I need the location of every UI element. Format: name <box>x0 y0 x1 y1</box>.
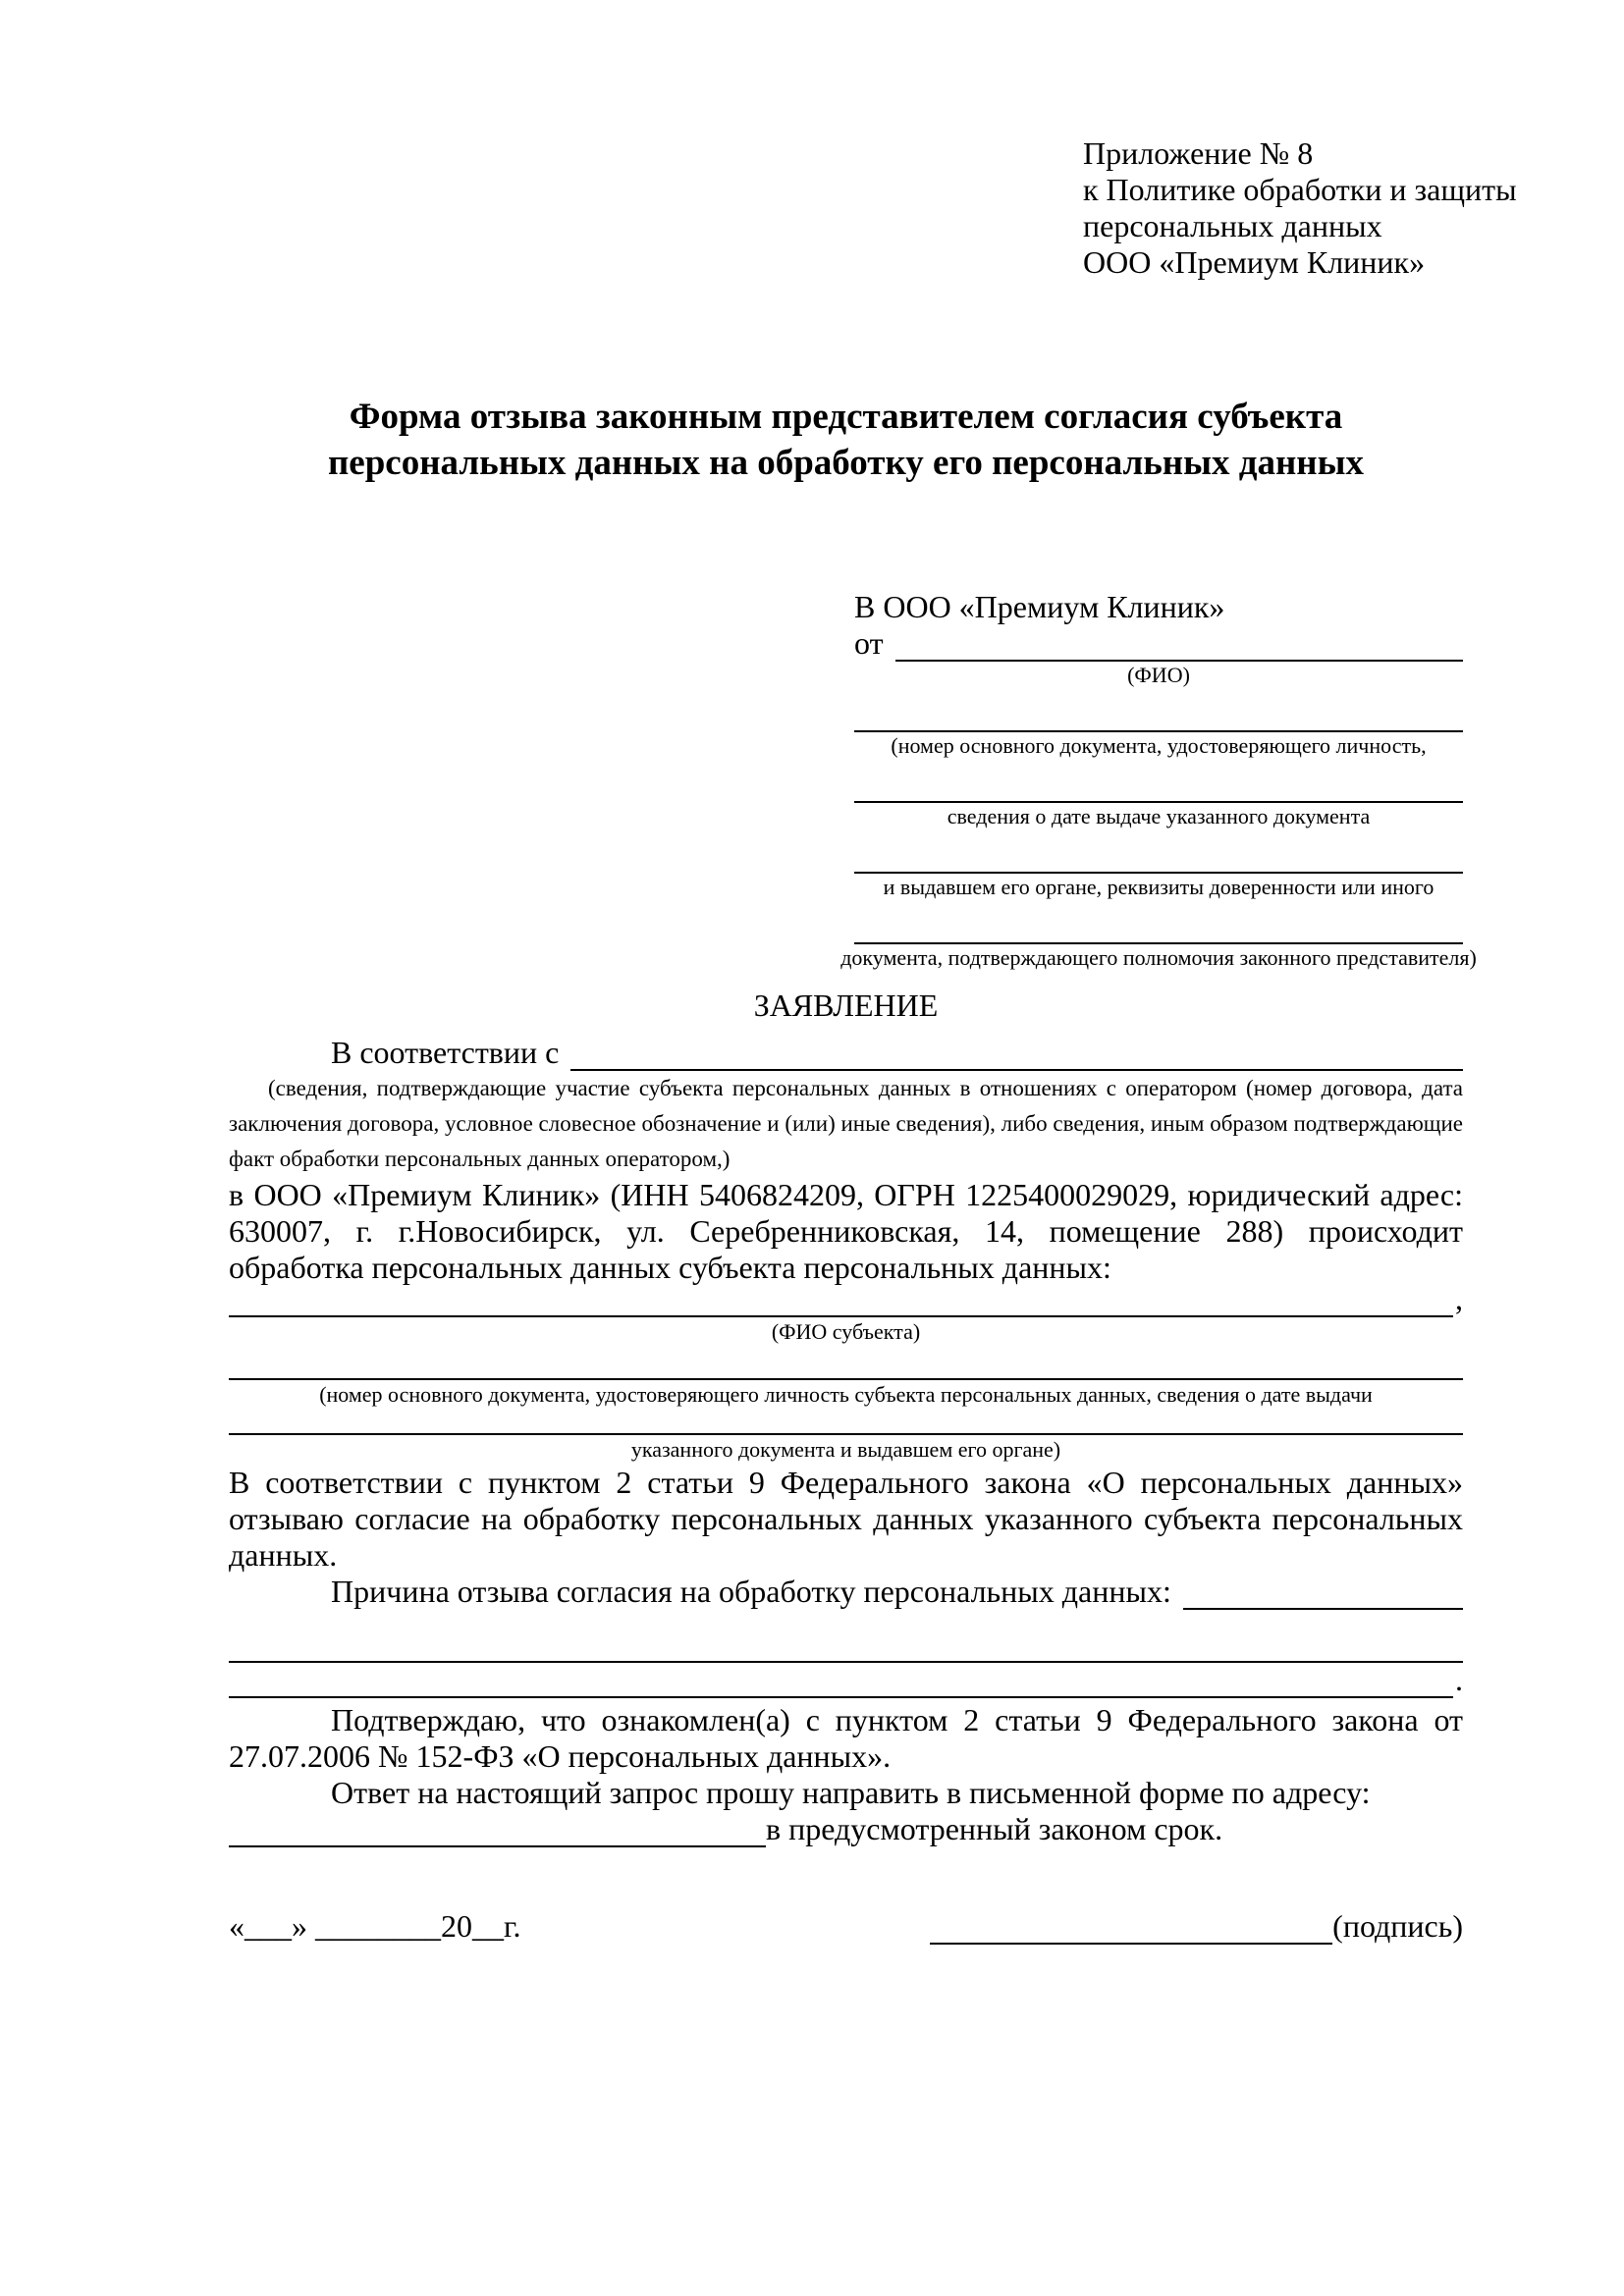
date-line: «___» ________20__г. <box>229 1908 521 1944</box>
footer-row <box>229 1908 1463 1945</box>
reply-address-write-line <box>229 1845 766 1847</box>
subject-doc-caption-2: указанного документа и выдавшем его органе) <box>630 1437 1061 1462</box>
appendix-line-4: ООО «Премиум Клиник» <box>1083 244 1426 280</box>
blank-write-line-2 <box>229 1663 1463 1698</box>
doc-caption-1: (номер основного документа, удостоверяющего личность, <box>891 733 1427 758</box>
blank-write-line-1 <box>229 1628 1463 1663</box>
appendix-block <box>1083 135 1517 281</box>
reason-row <box>229 1574 1463 1610</box>
appendix-line-3: персональных данных <box>1083 208 1382 243</box>
addressee-to: В ООО «Премиум Клиник» <box>854 589 1225 624</box>
subject-fio-row <box>229 1281 1463 1317</box>
doc-field-group <box>854 760 1463 830</box>
document-title-line-1: Форма отзыва законным представителем согласия субъекта <box>349 397 1343 437</box>
doc-caption-2: сведения о дате выдаче указанного документа <box>947 804 1371 828</box>
withdraw-paragraph: В соответствии с пунктом 2 статьи 9 Федерального закона «О персональных данных» отзываю согласие на обработку персональных данных указанного субъекта персональных данных. <box>229 1465 1463 1573</box>
doc-write-line-2 <box>854 760 1463 803</box>
from-label: от <box>854 625 884 661</box>
reply-address-row <box>229 1811 1463 1847</box>
reply-paragraph: Ответ на настоящий запрос прошу направить в письменной форме по адресу: <box>331 1775 1371 1810</box>
appendix-line-1: Приложение № 8 <box>1083 135 1314 171</box>
subject-fio-caption: (ФИО субъекта) <box>771 1319 921 1344</box>
fio-caption: (ФИО) <box>1127 663 1190 687</box>
intro-note: (сведения, подтверждающие участие субъекта персональных данных в отношениях с оператором (номер договора, дата заключения договора, условное словесное обозначение и (или) иные сведения), либо сведения, иным образом подтверждающие факт обработки персональных данных оператором,) <box>229 1076 1463 1171</box>
blank-line-2 <box>229 1696 1453 1698</box>
doc-write-line-1 <box>854 689 1463 732</box>
document-title <box>229 394 1463 486</box>
signature-write-line <box>930 1943 1332 1945</box>
from-row <box>854 625 1463 662</box>
subject-doc-write-line-2 <box>229 1410 1463 1435</box>
doc-field-group <box>840 901 1477 972</box>
subject-doc-caption-1: (номер основного документа, удостоверяющего личность субъекта персональных данных, сведения о дате выдачи <box>319 1382 1373 1407</box>
appendix-line-2: к Политике обработки и защиты <box>1083 172 1517 207</box>
doc-caption-4: документа, подтверждающего полномочия законного представителя) <box>840 945 1477 970</box>
doc-field-group <box>854 689 1463 760</box>
signature-block <box>930 1908 1463 1945</box>
trailing-period: . <box>1455 1662 1463 1697</box>
reply-tail: в предусмотренный законом срок. <box>766 1811 1223 1846</box>
statement-heading: ЗАЯВЛЕНИЕ <box>753 988 939 1023</box>
intro-row <box>229 1035 1463 1071</box>
intro-label: В соответствии с <box>331 1035 560 1070</box>
signature-caption: (подпись) <box>1332 1908 1463 1944</box>
doc-field-group <box>854 830 1463 901</box>
document-title-line-2: персональных данных на обработку его персональных данных <box>327 443 1364 483</box>
reason-label: Причина отзыва согласия на обработку персональных данных: <box>331 1574 1171 1609</box>
doc-write-line-3 <box>854 830 1463 874</box>
subject-doc-write-line-1 <box>229 1347 1463 1380</box>
doc-caption-3: и выдавшем его органе, реквизиты доверенности или иного <box>883 875 1435 899</box>
addressee-block <box>840 589 1477 972</box>
confirm-paragraph: Подтверждаю, что ознакомлен(а) с пунктом 2 статьи 9 Федерального закона от 27.07.2006 № 152-ФЗ «О персональных данных». <box>229 1702 1463 1774</box>
trailing-comma: , <box>1455 1281 1463 1316</box>
blank-line-1 <box>229 1661 1463 1663</box>
doc-write-line-4 <box>854 901 1463 944</box>
operator-paragraph: в ООО «Премиум Клиник» (ИНН 5406824209, ОГРН 1225400029029, юридический адрес: 630007, г. г.Новосибирск, ул. Серебренниковская, 14, помещение 288) происходит обработка персональных данных субъекта персональных данных: <box>229 1177 1463 1285</box>
reason-write-line <box>1183 1608 1463 1610</box>
